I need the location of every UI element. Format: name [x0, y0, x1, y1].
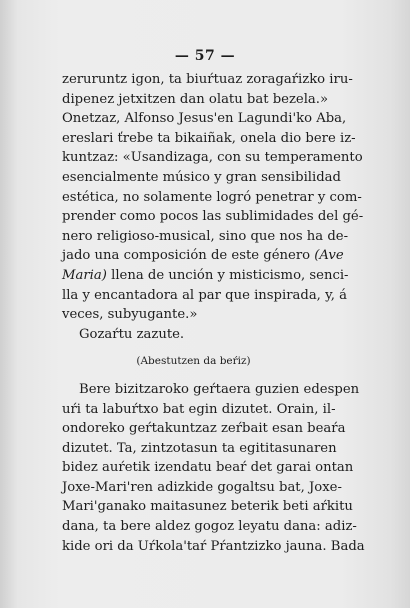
text-line: Onetzaz, Alfonso Jesus'en Lagundi'ko Aba,: [62, 111, 347, 127]
page-number: — 57 —: [174, 48, 236, 64]
text-line: dana, ta bere aldez gogoz leyatu dana: adiz-: [62, 519, 357, 535]
text-line: ereslari ťrebe ta bikaiñak, onela dio bere iz-: [62, 130, 356, 146]
text-line: Mari'ganako maitasunez beterik beti aŕkitu: [62, 499, 353, 515]
italic-title: (Ave: [314, 248, 344, 264]
text-line: estética, no solamente logró penetrar y com-: [62, 189, 362, 205]
text-line: dipenez jetxitzen dan olatu bat bezela.»: [62, 91, 329, 107]
text-line: prender como pocos las sublimidades del gé-: [62, 209, 364, 225]
section-heading: (Abestutzen da beŕiz): [136, 355, 251, 368]
text-line: [62, 266, 349, 286]
text-line: zeruruntz igon, ta biuŕtuaz zoragaŕizko iru-: [62, 72, 353, 87]
italic-title: Maria): [62, 267, 107, 283]
text-line: esencialmente músico y gran sensibilidad: [62, 169, 341, 185]
text-line: ondoreko geŕtakuntzaz zeŕbait esan beaŕa: [62, 421, 346, 437]
text-run: jado una composición de este género: [62, 248, 315, 264]
text-line: dizutet. Ta, zintzotasun ta egititasunaren: [62, 440, 337, 456]
text-line: bidez auŕetik izendatu beaŕ det garai ontan: [62, 460, 354, 476]
text-line: Gozaŕtu zazute.: [79, 326, 185, 342]
text-line: nero religioso-musical, sino que nos ha de-: [62, 228, 349, 244]
text-run: llena de unción y misticismo, senci-: [106, 267, 349, 283]
text-line: Joxe-Mari'ren adizkide gogaltsu bat, Joxe-: [62, 479, 342, 495]
text-line: kide ori da Uŕkola'taŕ Pŕantzizko jauna. Bada: [62, 538, 365, 554]
text-line: [62, 246, 344, 266]
text-line: uŕi ta labuŕtxo bat egin dizutet. Orain, il-: [62, 401, 336, 417]
text-line: veces, subyugante.»: [62, 307, 198, 323]
body-text: [62, 70, 365, 556]
text-line: kuntzaz: «Usandizaga, con su temperamento: [62, 150, 363, 166]
text-line: lla y encantadora al par que inspirada, y, á: [62, 287, 348, 303]
text-line: Bere bizitzaroko geŕtaera guzien edespen: [79, 381, 360, 397]
